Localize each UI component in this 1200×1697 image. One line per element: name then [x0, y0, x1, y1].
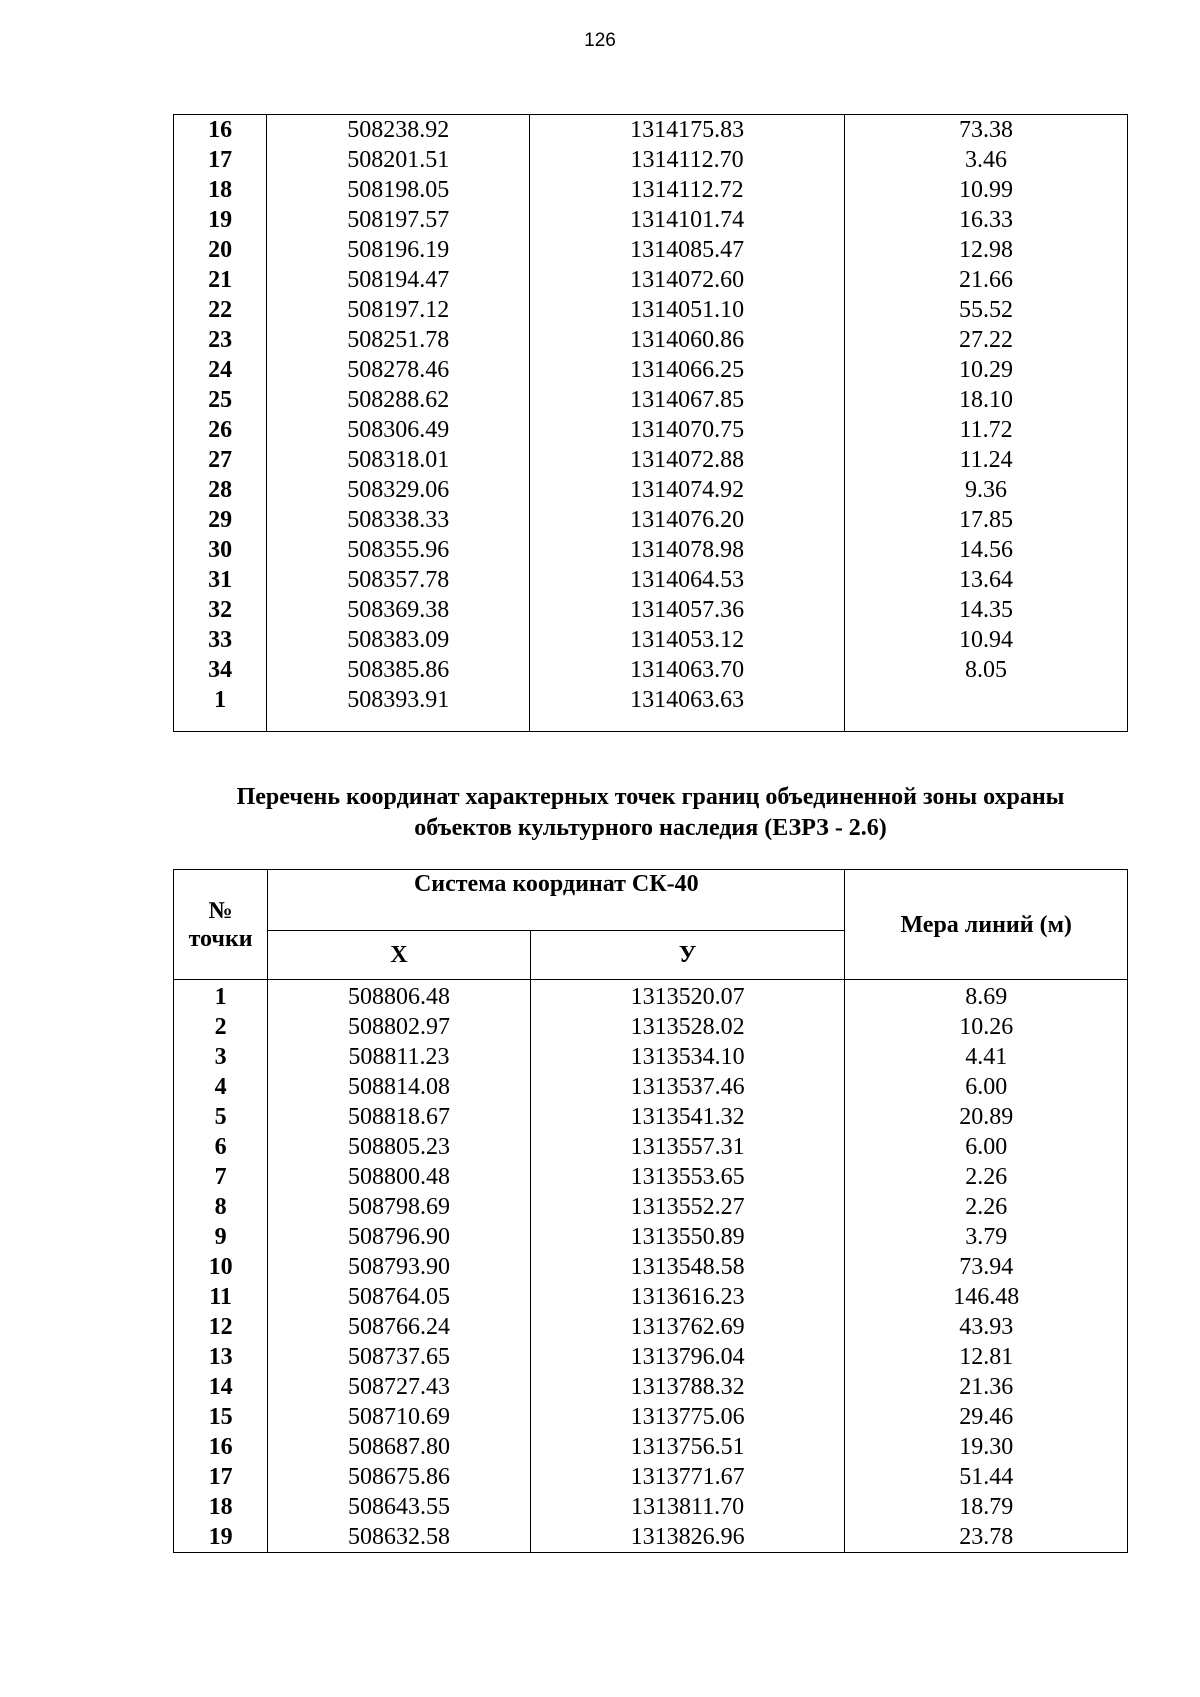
table-row — [174, 1042, 1128, 1072]
point-number-cell: 3 — [174, 1042, 268, 1072]
table-row — [174, 1342, 1128, 1372]
table-row — [174, 1162, 1128, 1192]
table-row — [174, 325, 1128, 355]
table-row — [174, 1492, 1128, 1522]
x-coordinate-cell: 508198.05 — [267, 175, 530, 205]
table-row — [174, 1312, 1128, 1342]
x-coordinate-cell: 508369.38 — [267, 595, 530, 625]
table-row — [174, 1252, 1128, 1282]
x-coordinate-cell: 508796.90 — [268, 1222, 531, 1252]
x-coordinate-cell: 508383.09 — [267, 625, 530, 655]
coordinates-table-continued — [173, 114, 1128, 732]
x-coordinate-cell: 508393.91 — [267, 685, 530, 715]
table-row — [174, 1402, 1128, 1432]
table-row — [174, 235, 1128, 265]
y-coordinate-cell: 1314053.12 — [530, 625, 845, 655]
point-number-cell: 16 — [174, 1432, 268, 1462]
point-number-cell: 20 — [174, 235, 267, 265]
y-coordinate-cell: 1313811.70 — [530, 1492, 845, 1522]
x-coordinate-cell: 508201.51 — [267, 145, 530, 175]
line-measure-cell: 21.66 — [845, 265, 1128, 295]
y-coordinate-cell: 1314067.85 — [530, 385, 845, 415]
point-number-cell: 12 — [174, 1312, 268, 1342]
point-number-cell: 6 — [174, 1132, 268, 1162]
line-measure-cell: 10.29 — [845, 355, 1128, 385]
x-coordinate-cell: 508329.06 — [267, 475, 530, 505]
line-measure-cell: 12.98 — [845, 235, 1128, 265]
x-coordinate-cell: 508197.12 — [267, 295, 530, 325]
point-number-cell: 24 — [174, 355, 267, 385]
table-row — [174, 505, 1128, 535]
table-row — [174, 205, 1128, 235]
x-coordinate-cell: 508306.49 — [267, 415, 530, 445]
x-coordinate-cell: 508632.58 — [268, 1522, 531, 1553]
point-number-cell: 2 — [174, 1012, 268, 1042]
point-number-cell: 5 — [174, 1102, 268, 1132]
point-number-cell: 25 — [174, 385, 267, 415]
coordinates-table-ezrz — [173, 869, 1128, 1553]
x-coordinate-cell: 508800.48 — [268, 1162, 531, 1192]
point-number-cell: 26 — [174, 415, 267, 445]
line-measure-cell: 3.46 — [845, 145, 1128, 175]
point-number-cell: 13 — [174, 1342, 268, 1372]
x-coordinate-cell: 508288.62 — [267, 385, 530, 415]
line-measure-cell: 18.79 — [845, 1492, 1128, 1522]
table-row — [174, 385, 1128, 415]
x-coordinate-cell: 508238.92 — [267, 115, 530, 146]
header-line-measure: Мера линий (м) — [845, 870, 1128, 980]
table-caption-line-2: объектов культурного наследия (ЕЗРЗ - 2.6) — [414, 815, 887, 841]
y-coordinate-cell: 1313796.04 — [530, 1342, 845, 1372]
y-coordinate-cell: 1313552.27 — [530, 1192, 845, 1222]
x-coordinate-cell: 508737.65 — [268, 1342, 531, 1372]
table-spacer-row — [174, 715, 1128, 732]
x-coordinate-cell: 508643.55 — [268, 1492, 531, 1522]
table-row — [174, 655, 1128, 685]
x-coordinate-cell: 508196.19 — [267, 235, 530, 265]
line-measure-cell: 6.00 — [845, 1132, 1128, 1162]
line-measure-cell: 13.64 — [845, 565, 1128, 595]
table-caption-line-1: Перечень координат характерных точек границ объединенной зоны охраны — [236, 784, 1065, 810]
y-coordinate-cell: 1313762.69 — [530, 1312, 845, 1342]
x-coordinate-cell: 508766.24 — [268, 1312, 531, 1342]
y-coordinate-cell: 1313788.32 — [530, 1372, 845, 1402]
point-number-cell: 22 — [174, 295, 267, 325]
line-measure-cell: 21.36 — [845, 1372, 1128, 1402]
line-measure-cell: 29.46 — [845, 1402, 1128, 1432]
x-coordinate-cell: 508806.48 — [268, 980, 531, 1013]
y-coordinate-cell: 1314064.53 — [530, 565, 845, 595]
x-coordinate-cell: 508197.57 — [267, 205, 530, 235]
point-number-cell: 14 — [174, 1372, 268, 1402]
y-coordinate-cell: 1314072.60 — [530, 265, 845, 295]
y-coordinate-cell: 1313520.07 — [530, 980, 845, 1013]
empty-cell — [530, 715, 845, 732]
y-coordinate-cell: 1314078.98 — [530, 535, 845, 565]
point-number-cell: 15 — [174, 1402, 268, 1432]
empty-cell — [174, 715, 267, 732]
empty-cell — [845, 715, 1128, 732]
line-measure-cell: 6.00 — [845, 1072, 1128, 1102]
table-row — [174, 1432, 1128, 1462]
line-measure-cell: 11.72 — [845, 415, 1128, 445]
table-row — [174, 175, 1128, 205]
x-coordinate-cell: 508318.01 — [267, 445, 530, 475]
line-measure-cell: 17.85 — [845, 505, 1128, 535]
table-header — [174, 870, 1128, 980]
table-row — [174, 595, 1128, 625]
line-measure-cell: 23.78 — [845, 1522, 1128, 1553]
y-coordinate-cell: 1314101.74 — [530, 205, 845, 235]
point-number-cell: 27 — [174, 445, 267, 475]
table-row — [174, 1192, 1128, 1222]
y-coordinate-cell: 1314057.36 — [530, 595, 845, 625]
x-coordinate-cell: 508385.86 — [267, 655, 530, 685]
x-coordinate-cell: 508251.78 — [267, 325, 530, 355]
point-number-cell: 32 — [174, 595, 267, 625]
line-measure-cell: 10.99 — [845, 175, 1128, 205]
x-coordinate-cell: 508710.69 — [268, 1402, 531, 1432]
line-measure-cell: 11.24 — [845, 445, 1128, 475]
table-caption — [173, 782, 1128, 844]
table-row — [174, 265, 1128, 295]
y-coordinate-cell: 1314076.20 — [530, 505, 845, 535]
page-number: 126 — [584, 30, 616, 51]
point-number-cell: 18 — [174, 1492, 268, 1522]
y-coordinate-cell: 1313557.31 — [530, 1132, 845, 1162]
table-row — [174, 295, 1128, 325]
y-coordinate-cell: 1314063.70 — [530, 655, 845, 685]
line-measure-cell: 8.05 — [845, 655, 1128, 685]
x-coordinate-cell: 508798.69 — [268, 1192, 531, 1222]
point-number-cell: 17 — [174, 145, 267, 175]
table-row — [174, 145, 1128, 175]
x-coordinate-cell: 508357.78 — [267, 565, 530, 595]
x-coordinate-cell: 508764.05 — [268, 1282, 531, 1312]
line-measure-cell: 8.69 — [845, 980, 1128, 1013]
table-row — [174, 355, 1128, 385]
point-number-cell: 16 — [174, 115, 267, 146]
line-measure-cell: 20.89 — [845, 1102, 1128, 1132]
line-measure-cell: 73.94 — [845, 1252, 1128, 1282]
x-coordinate-cell: 508818.67 — [268, 1102, 531, 1132]
y-coordinate-cell: 1313756.51 — [530, 1432, 845, 1462]
y-coordinate-cell: 1314063.63 — [530, 685, 845, 715]
y-coordinate-cell: 1314112.72 — [530, 175, 845, 205]
y-coordinate-cell: 1314060.86 — [530, 325, 845, 355]
y-coordinate-cell: 1314074.92 — [530, 475, 845, 505]
line-measure-cell: 9.36 — [845, 475, 1128, 505]
y-coordinate-cell: 1313826.96 — [530, 1522, 845, 1553]
table-row — [174, 980, 1128, 1013]
table-row — [174, 1522, 1128, 1553]
point-number-cell: 1 — [174, 685, 267, 715]
point-number-cell: 21 — [174, 265, 267, 295]
y-coordinate-cell: 1313553.65 — [530, 1162, 845, 1192]
point-number-cell: 7 — [174, 1162, 268, 1192]
line-measure-cell: 14.56 — [845, 535, 1128, 565]
x-coordinate-cell: 508687.80 — [268, 1432, 531, 1462]
line-measure-cell: 18.10 — [845, 385, 1128, 415]
x-coordinate-cell: 508814.08 — [268, 1072, 531, 1102]
line-measure-cell: 10.94 — [845, 625, 1128, 655]
y-coordinate-cell: 1314072.88 — [530, 445, 845, 475]
coordinates-table-ezrz-body — [174, 980, 1128, 1553]
point-number-cell: 17 — [174, 1462, 268, 1492]
y-coordinate-cell: 1314070.75 — [530, 415, 845, 445]
point-number-cell: 18 — [174, 175, 267, 205]
x-coordinate-cell: 508355.96 — [267, 535, 530, 565]
line-measure-cell: 55.52 — [845, 295, 1128, 325]
table-row — [174, 115, 1128, 146]
line-measure-cell: 3.79 — [845, 1222, 1128, 1252]
x-coordinate-cell: 508194.47 — [267, 265, 530, 295]
line-measure-cell: 19.30 — [845, 1432, 1128, 1462]
point-number-cell: 10 — [174, 1252, 268, 1282]
header-coordinate-system: Система координат СК-40 — [268, 870, 845, 931]
line-measure-cell — [845, 685, 1128, 715]
table-row — [174, 1372, 1128, 1402]
table-row — [174, 685, 1128, 715]
table-row — [174, 565, 1128, 595]
x-coordinate-cell: 508811.23 — [268, 1042, 531, 1072]
header-y: У — [530, 931, 845, 980]
line-measure-cell: 51.44 — [845, 1462, 1128, 1492]
table-row — [174, 445, 1128, 475]
line-measure-cell: 4.41 — [845, 1042, 1128, 1072]
y-coordinate-cell: 1313537.46 — [530, 1072, 845, 1102]
point-number-cell: 31 — [174, 565, 267, 595]
line-measure-cell: 43.93 — [845, 1312, 1128, 1342]
header-x: Х — [268, 931, 531, 980]
point-number-cell: 29 — [174, 505, 267, 535]
x-coordinate-cell: 508338.33 — [267, 505, 530, 535]
y-coordinate-cell: 1313541.32 — [530, 1102, 845, 1132]
table-row — [174, 1462, 1128, 1492]
table-row — [174, 535, 1128, 565]
x-coordinate-cell: 508802.97 — [268, 1012, 531, 1042]
line-measure-cell: 14.35 — [845, 595, 1128, 625]
table-row — [174, 1072, 1128, 1102]
y-coordinate-cell: 1313528.02 — [530, 1012, 845, 1042]
point-number-cell: 11 — [174, 1282, 268, 1312]
line-measure-cell: 146.48 — [845, 1282, 1128, 1312]
empty-cell — [267, 715, 530, 732]
point-number-cell: 28 — [174, 475, 267, 505]
y-coordinate-cell: 1314112.70 — [530, 145, 845, 175]
coordinates-table-continued-body — [174, 115, 1128, 732]
table-row — [174, 475, 1128, 505]
point-number-cell: 33 — [174, 625, 267, 655]
header-point-number: № точки — [174, 870, 268, 980]
table-row — [174, 1012, 1128, 1042]
y-coordinate-cell: 1313775.06 — [530, 1402, 845, 1432]
x-coordinate-cell: 508727.43 — [268, 1372, 531, 1402]
y-coordinate-cell: 1313616.23 — [530, 1282, 845, 1312]
point-number-cell: 9 — [174, 1222, 268, 1252]
table-row — [174, 1132, 1128, 1162]
point-number-cell: 34 — [174, 655, 267, 685]
line-measure-cell: 16.33 — [845, 205, 1128, 235]
y-coordinate-cell: 1314175.83 — [530, 115, 845, 146]
line-measure-cell: 2.26 — [845, 1192, 1128, 1222]
line-measure-cell: 12.81 — [845, 1342, 1128, 1372]
y-coordinate-cell: 1313771.67 — [530, 1462, 845, 1492]
table-row — [174, 625, 1128, 655]
table-row — [174, 415, 1128, 445]
x-coordinate-cell: 508675.86 — [268, 1462, 531, 1492]
point-number-cell: 19 — [174, 1522, 268, 1553]
y-coordinate-cell: 1314066.25 — [530, 355, 845, 385]
line-measure-cell: 2.26 — [845, 1162, 1128, 1192]
y-coordinate-cell: 1313548.58 — [530, 1252, 845, 1282]
x-coordinate-cell: 508793.90 — [268, 1252, 531, 1282]
point-number-cell: 4 — [174, 1072, 268, 1102]
y-coordinate-cell: 1313550.89 — [530, 1222, 845, 1252]
line-measure-cell: 10.26 — [845, 1012, 1128, 1042]
y-coordinate-cell: 1314085.47 — [530, 235, 845, 265]
y-coordinate-cell: 1313534.10 — [530, 1042, 845, 1072]
table-row — [174, 1102, 1128, 1132]
y-coordinate-cell: 1314051.10 — [530, 295, 845, 325]
table-row — [174, 1222, 1128, 1252]
point-number-cell: 23 — [174, 325, 267, 355]
table-row — [174, 1282, 1128, 1312]
x-coordinate-cell: 508805.23 — [268, 1132, 531, 1162]
line-measure-cell: 27.22 — [845, 325, 1128, 355]
point-number-cell: 19 — [174, 205, 267, 235]
point-number-cell: 1 — [174, 980, 268, 1013]
line-measure-cell: 73.38 — [845, 115, 1128, 146]
point-number-cell: 30 — [174, 535, 267, 565]
point-number-cell: 8 — [174, 1192, 268, 1222]
x-coordinate-cell: 508278.46 — [267, 355, 530, 385]
